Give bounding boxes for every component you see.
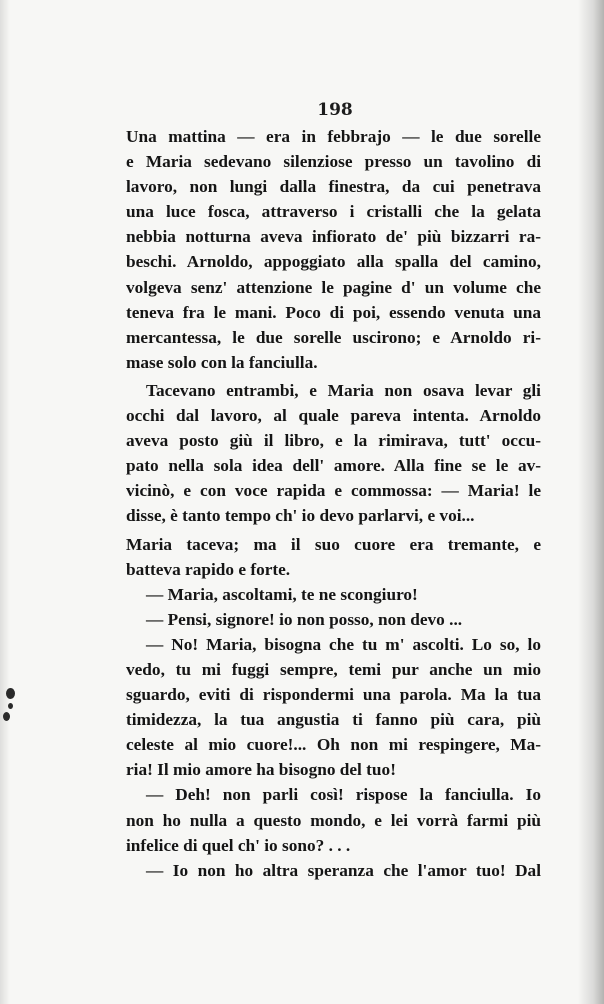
text-line: disse, è tanto tempo ch' io devo parlarvi, e voi... <box>126 506 475 526</box>
text-line: batteva rapido e forte. <box>126 559 291 579</box>
text-line: celeste al mio cuore!... Oh non mi respingere, Ma- <box>126 735 541 755</box>
text-line: nebbia notturna aveva infiorato de' più bizzarri ra- <box>126 227 541 247</box>
ink-speck <box>6 688 15 699</box>
text-line: mercantessa, le due sorelle uscirono; e Arnoldo ri- <box>126 327 541 347</box>
text-line: Tacevano entrambi, e Maria non osava levar gli <box>146 380 541 400</box>
text-line: timidezza, la tua angustia ti fanno più cara, più <box>126 710 541 730</box>
text-line: Una mattina — era in febbrajo — le due sorelle <box>126 127 541 146</box>
page-number: 198 <box>317 100 353 120</box>
text-line: mase solo con la fanciulla. <box>126 352 318 372</box>
text-line: — Io non ho altra speranza che l'amor tuo! Dal <box>146 860 541 880</box>
text-line: — Deh! non parli così! rispose la fanciulla. Io <box>146 785 541 805</box>
text-line: beschi. Arnoldo, appoggiato alla spalla del camino, <box>126 252 541 272</box>
text-line: sguardo, eviti di rispondermi una parola. Ma la tua <box>126 685 541 705</box>
text-line: vicinò, e con voce rapida e commossa: — Maria! le <box>126 481 541 501</box>
text-line: occhi dal lavoro, al quale pareva intenta. Arnoldo <box>126 406 541 426</box>
ink-speck <box>8 703 13 709</box>
text-line: — No! Maria, bisogna che tu m' ascolti. Lo so, lo <box>146 634 541 654</box>
text-line: teneva fra le mani. Poco di poi, essendo venuta una <box>126 302 541 322</box>
body-text <box>126 124 541 883</box>
text-line: — Maria, ascoltami, te ne scongiuro! <box>146 584 418 604</box>
text-line: infelice di quel ch' io sono? . . . <box>126 835 351 855</box>
text-line: — Pensi, signore! io non posso, non devo ... <box>146 609 463 629</box>
text-line: ria! Il mio amore ha bisogno del tuo! <box>126 760 396 780</box>
text-line: non ho nulla a questo mondo, e lei vorrà farmi più <box>126 810 541 830</box>
text-line: Maria taceva; ma il suo cuore era tremante, e <box>126 534 541 554</box>
text-line: e Maria sedevano silenziose presso un tavolino di <box>126 152 541 172</box>
text-line: pato nella sola idea dell' amore. Alla fine se le av- <box>126 456 541 476</box>
text-line: una luce fosca, attraverso i cristalli che la gelata <box>126 202 541 222</box>
text-line: lavoro, non lungi dalla finestra, da cui penetrava <box>126 177 541 197</box>
page-right-edge-shadow <box>578 0 604 1004</box>
text-line: aveva posto giù il libro, e la rimirava, tutt' occu- <box>126 431 541 451</box>
text-line: volgeva senz' attenzione le pagine d' un volume che <box>126 277 541 297</box>
text-line: vedo, tu mi fuggi sempre, temi pur anche un mio <box>126 659 541 679</box>
ink-speck <box>3 712 10 721</box>
page-left-shadow <box>0 0 10 1004</box>
